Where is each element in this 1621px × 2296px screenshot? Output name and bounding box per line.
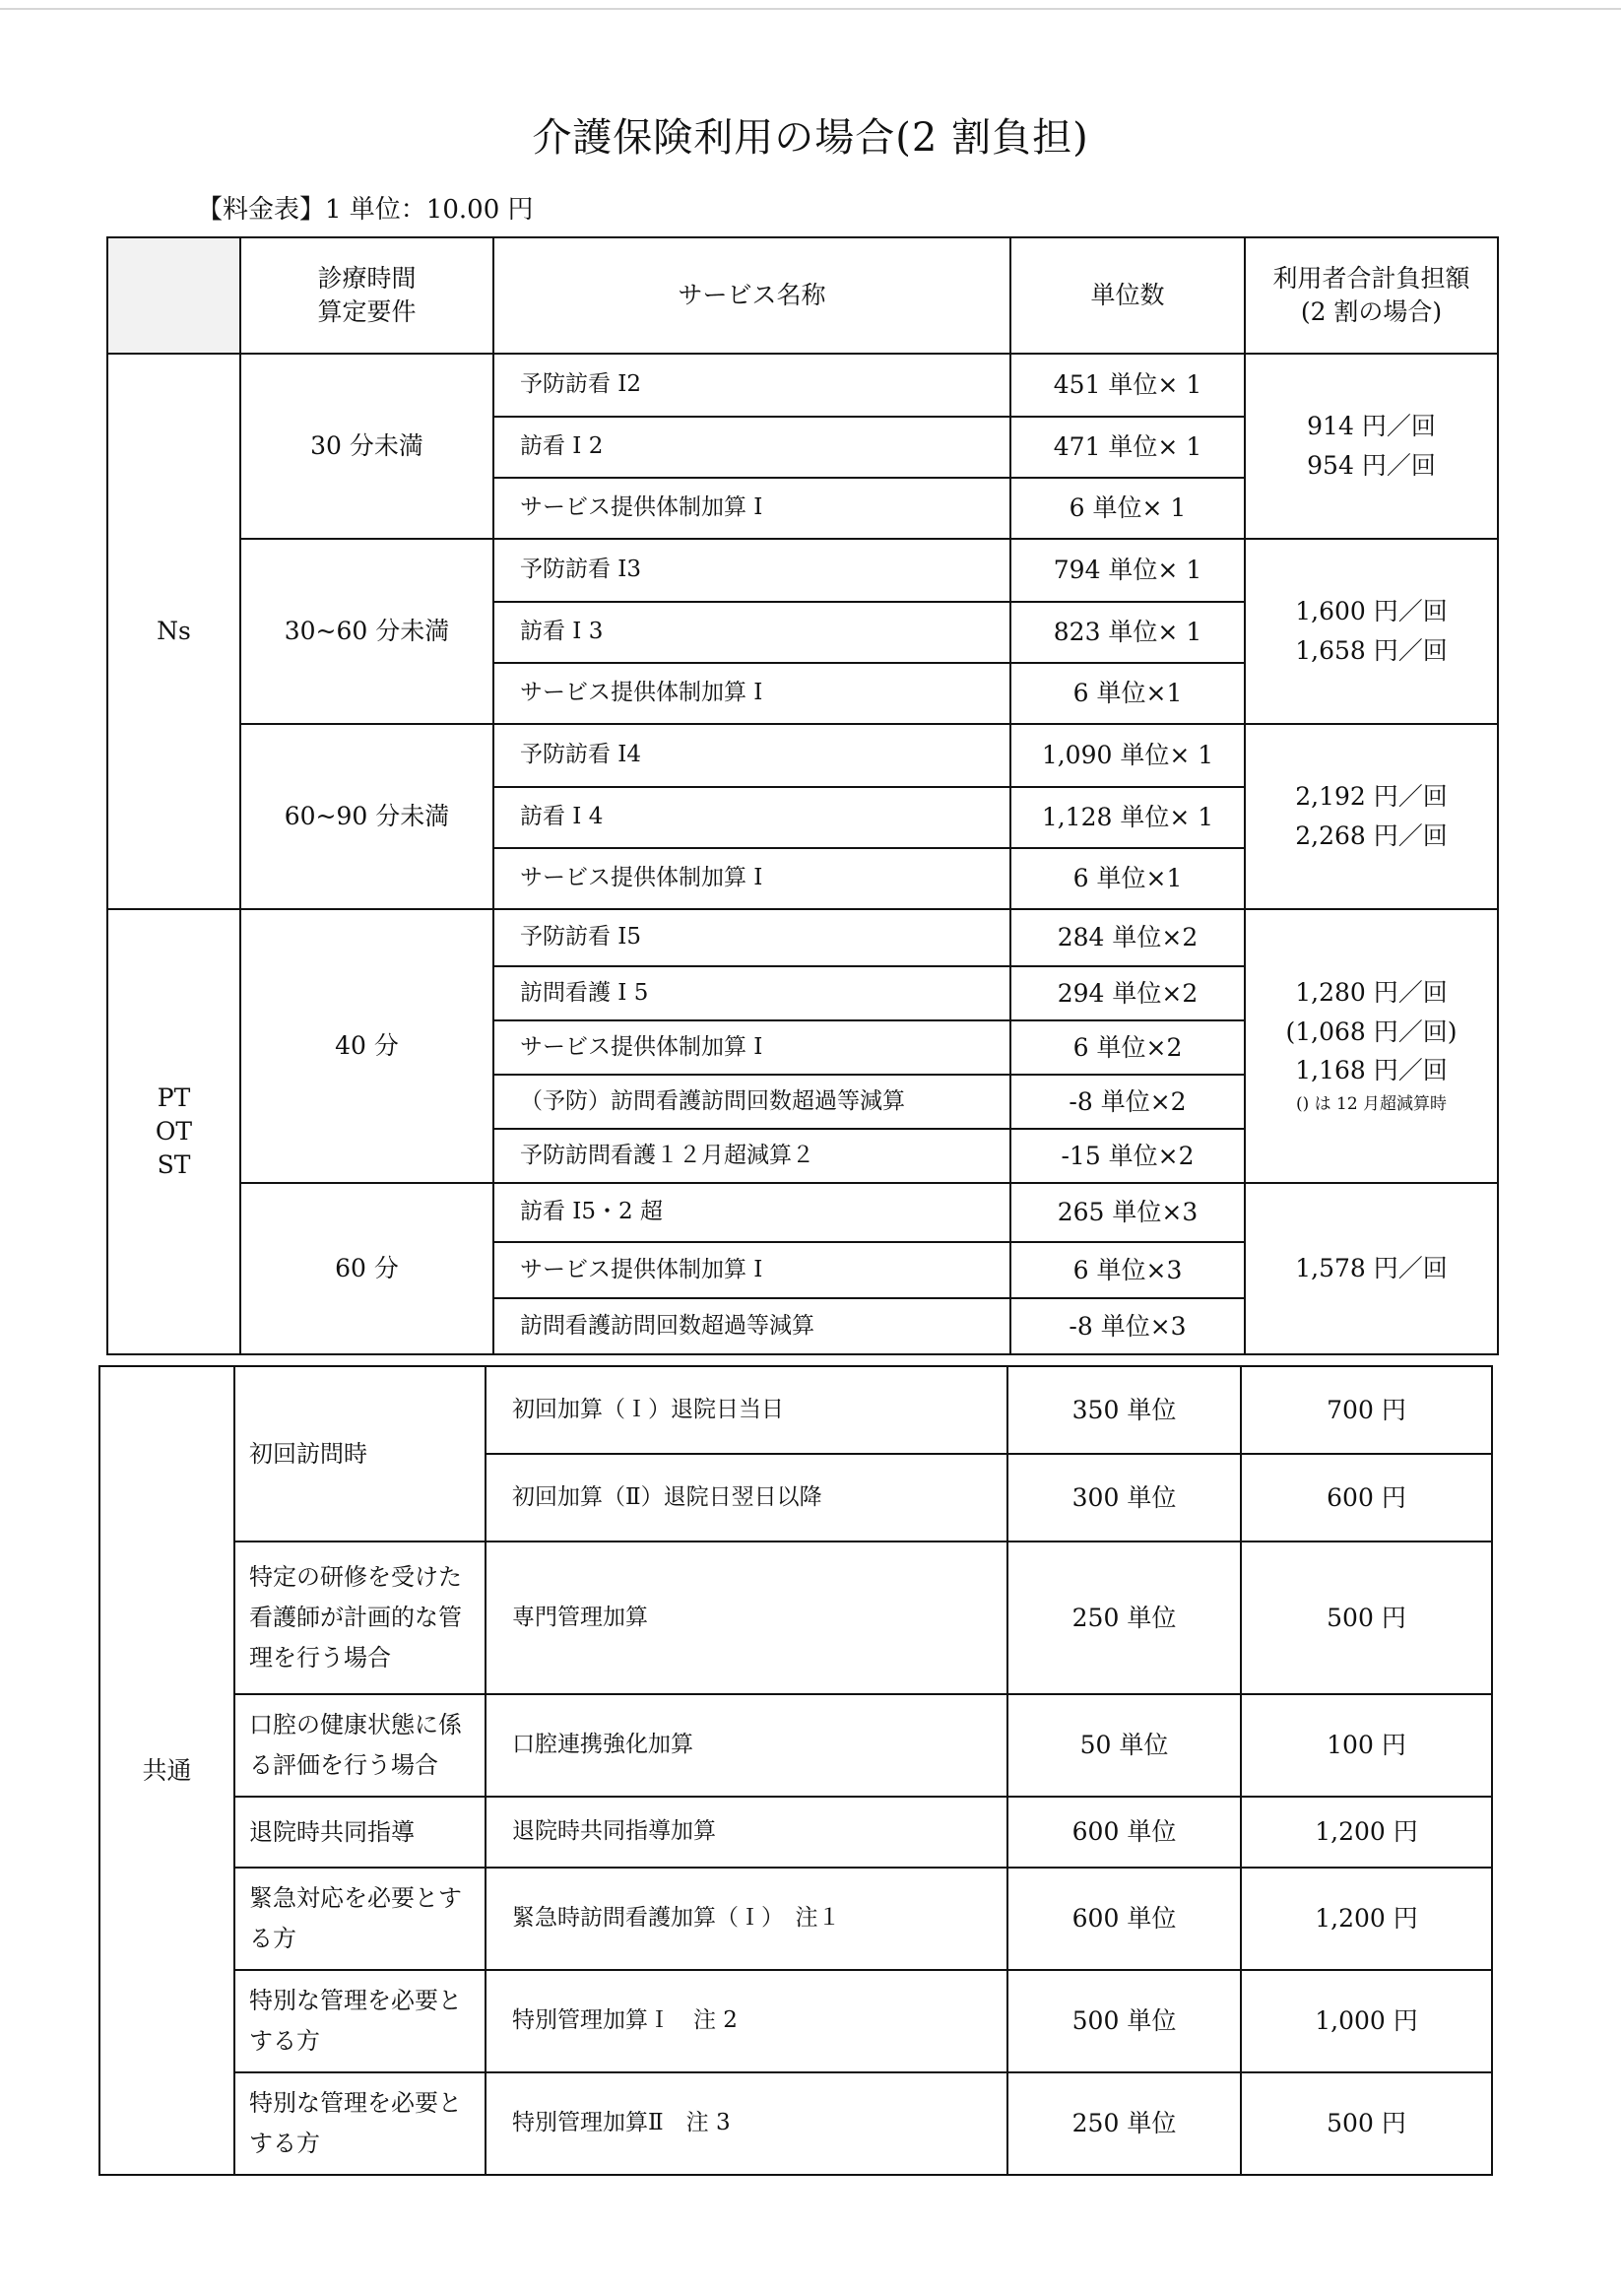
service-cell: 専門管理加算 xyxy=(486,1542,1007,1694)
cost-cell: 600 円 xyxy=(1241,1454,1492,1542)
service-cell: 予防訪看 I2 xyxy=(493,354,1010,417)
category-ns: Ns xyxy=(107,354,240,909)
units-cell: 350 単位 xyxy=(1007,1366,1241,1454)
service-cell: 訪問看護訪問回数超過等減算 xyxy=(493,1298,1010,1354)
cost-cell: 1,000 円 xyxy=(1241,1970,1492,2072)
units-cell: 265 単位×3 xyxy=(1010,1183,1245,1242)
units-cell: 6 単位×1 xyxy=(1010,848,1245,909)
service-cell: サービス提供体制加算 I xyxy=(493,1242,1010,1298)
table-row xyxy=(107,909,1498,966)
service-cell: 訪看 I 4 xyxy=(493,787,1010,848)
cost-line: 914 円／回 xyxy=(1307,412,1436,441)
table-row xyxy=(99,1542,1492,1694)
header-user-charge xyxy=(1245,237,1498,354)
condition-cell: 初回訪問時 xyxy=(234,1366,486,1542)
units-cell: 1,128 単位× 1 xyxy=(1010,787,1245,848)
service-cell: 訪看 I 2 xyxy=(493,417,1010,478)
fee-table-common xyxy=(98,1365,1493,2176)
service-cell: サービス提供体制加算 I xyxy=(493,1020,1010,1075)
table-row xyxy=(107,1183,1498,1242)
header-service-name: サービス名称 xyxy=(493,237,1010,354)
cost-note: () は 12 月超減算時 xyxy=(1295,1094,1448,1115)
cost-cell: 500 円 xyxy=(1241,1542,1492,1694)
cost-line: 1,280 円／回 xyxy=(1295,977,1448,1007)
condition-cell: 特定の研修を受けた看護師が計画的な管理を行う場合 xyxy=(234,1542,486,1694)
table-row xyxy=(107,354,1498,417)
category-st: ST xyxy=(157,1149,191,1179)
condition-cell: 口腔の健康状態に係る評価を行う場合 xyxy=(234,1694,486,1797)
units-cell: 500 単位 xyxy=(1007,1970,1241,2072)
table-row xyxy=(99,1868,1492,1970)
time-cell: 40 分 xyxy=(240,909,493,1183)
cost-cell: 700 円 xyxy=(1241,1366,1492,1454)
units-cell: 600 単位 xyxy=(1007,1797,1241,1868)
cost-line: (1,068 円／回) xyxy=(1285,1017,1458,1046)
units-cell: 6 単位×3 xyxy=(1010,1242,1245,1298)
service-cell: サービス提供体制加算 I xyxy=(493,848,1010,909)
scan-top-edge xyxy=(0,8,1621,10)
service-cell: 退院時共同指導加算 xyxy=(486,1797,1007,1868)
condition-cell: 特別な管理を必要とする方 xyxy=(234,1970,486,2072)
cost-cell: 500 円 xyxy=(1241,2072,1492,2175)
service-cell: 特別管理加算Ｉ 注 2 xyxy=(486,1970,1007,2072)
units-cell: -8 単位×3 xyxy=(1010,1298,1245,1354)
cost-cell: 1,200 円 xyxy=(1241,1797,1492,1868)
cost-cell: 1,200 円 xyxy=(1241,1868,1492,1970)
header-units: 単位数 xyxy=(1010,237,1245,354)
units-cell: -15 単位×2 xyxy=(1010,1129,1245,1183)
time-cell: 60 分 xyxy=(240,1183,493,1354)
table-row xyxy=(99,2072,1492,2175)
category-pt-ot-st xyxy=(107,909,240,1354)
units-cell: 6 単位×1 xyxy=(1010,663,1245,724)
header-blank-cell xyxy=(107,237,240,354)
units-cell: 794 単位× 1 xyxy=(1010,539,1245,602)
cost-cell: 100 円 xyxy=(1241,1694,1492,1797)
table-row xyxy=(99,1694,1492,1797)
cost-line: 1,600 円／回 xyxy=(1295,597,1448,626)
category-common: 共通 xyxy=(99,1366,234,2175)
time-cell: 30~60 分未満 xyxy=(240,539,493,724)
units-cell: -8 単位×2 xyxy=(1010,1075,1245,1129)
cost-cell xyxy=(1245,354,1498,539)
service-cell: 訪看 I 3 xyxy=(493,602,1010,663)
category-ot: OT xyxy=(155,1117,193,1147)
header-time-line1: 診療時間 xyxy=(317,264,417,294)
table-header-row xyxy=(107,237,1498,354)
units-cell: 250 単位 xyxy=(1007,1542,1241,1694)
condition-cell: 緊急対応を必要とする方 xyxy=(234,1868,486,1970)
header-charge-line1: 利用者合計負担額 xyxy=(1272,264,1470,294)
service-cell: 予防訪問看護１２月超減算２ xyxy=(493,1129,1010,1183)
cost-line: 2,192 円／回 xyxy=(1295,782,1448,812)
units-cell: 6 単位×2 xyxy=(1010,1020,1245,1075)
table-row xyxy=(107,724,1498,787)
service-cell: サービス提供体制加算 I xyxy=(493,663,1010,724)
units-cell: 284 単位×2 xyxy=(1010,909,1245,966)
cost-cell xyxy=(1245,909,1498,1183)
service-cell: 初回加算（Ｉ）退院日当日 xyxy=(486,1366,1007,1454)
cost-cell xyxy=(1245,539,1498,724)
condition-cell: 退院時共同指導 xyxy=(234,1797,486,1868)
cost-line: 1,658 円／回 xyxy=(1295,636,1448,665)
time-cell: 30 分未満 xyxy=(240,354,493,539)
cost-cell xyxy=(1245,724,1498,909)
units-cell: 451 単位× 1 xyxy=(1010,354,1245,417)
units-cell: 6 単位× 1 xyxy=(1010,478,1245,539)
header-charge-line2: (2 割の場合) xyxy=(1300,297,1443,326)
service-cell: （予防）訪問看護訪問回数超過等減算 xyxy=(493,1075,1010,1129)
units-cell: 471 単位× 1 xyxy=(1010,417,1245,478)
cost-line: 2,268 円／回 xyxy=(1295,821,1448,850)
cost-line: 1,168 円／回 xyxy=(1295,1056,1448,1085)
table-row xyxy=(99,1970,1492,2072)
page-title: 介護保険利用の場合(2 割負担) xyxy=(532,115,1089,161)
service-cell: サービス提供体制加算 I xyxy=(493,478,1010,539)
service-cell: 緊急時訪問看護加算（Ｉ） 注１ xyxy=(486,1868,1007,1970)
condition-cell: 特別な管理を必要とする方 xyxy=(234,2072,486,2175)
service-cell: 予防訪看 I4 xyxy=(493,724,1010,787)
time-cell: 60~90 分未満 xyxy=(240,724,493,909)
table-row xyxy=(107,539,1498,602)
units-cell: 823 単位× 1 xyxy=(1010,602,1245,663)
units-cell: 50 単位 xyxy=(1007,1694,1241,1797)
fee-table-visits xyxy=(106,236,1499,1355)
service-cell: 訪問看護 I 5 xyxy=(493,966,1010,1020)
units-cell: 600 単位 xyxy=(1007,1868,1241,1970)
table-row xyxy=(99,1366,1492,1454)
category-pt: PT xyxy=(157,1083,191,1113)
service-cell: 口腔連携強化加算 xyxy=(486,1694,1007,1797)
unit-rate-label: 【料金表】1 単位：10.00 円 xyxy=(197,195,534,225)
service-cell: 初回加算（Ⅱ）退院日翌日以降 xyxy=(486,1454,1007,1542)
cost-line: 954 円／回 xyxy=(1307,451,1436,480)
header-time-requirement xyxy=(240,237,493,354)
units-cell: 250 単位 xyxy=(1007,2072,1241,2175)
service-cell: 予防訪看 I5 xyxy=(493,909,1010,966)
service-cell: 予防訪看 I3 xyxy=(493,539,1010,602)
service-cell: 訪看 I5・2 超 xyxy=(493,1183,1010,1242)
units-cell: 294 単位×2 xyxy=(1010,966,1245,1020)
service-cell: 特別管理加算Ⅱ 注 3 xyxy=(486,2072,1007,2175)
cost-cell: 1,578 円／回 xyxy=(1245,1183,1498,1354)
header-time-line2: 算定要件 xyxy=(317,297,417,326)
units-cell: 1,090 単位× 1 xyxy=(1010,724,1245,787)
table-row xyxy=(99,1797,1492,1868)
units-cell: 300 単位 xyxy=(1007,1454,1241,1542)
